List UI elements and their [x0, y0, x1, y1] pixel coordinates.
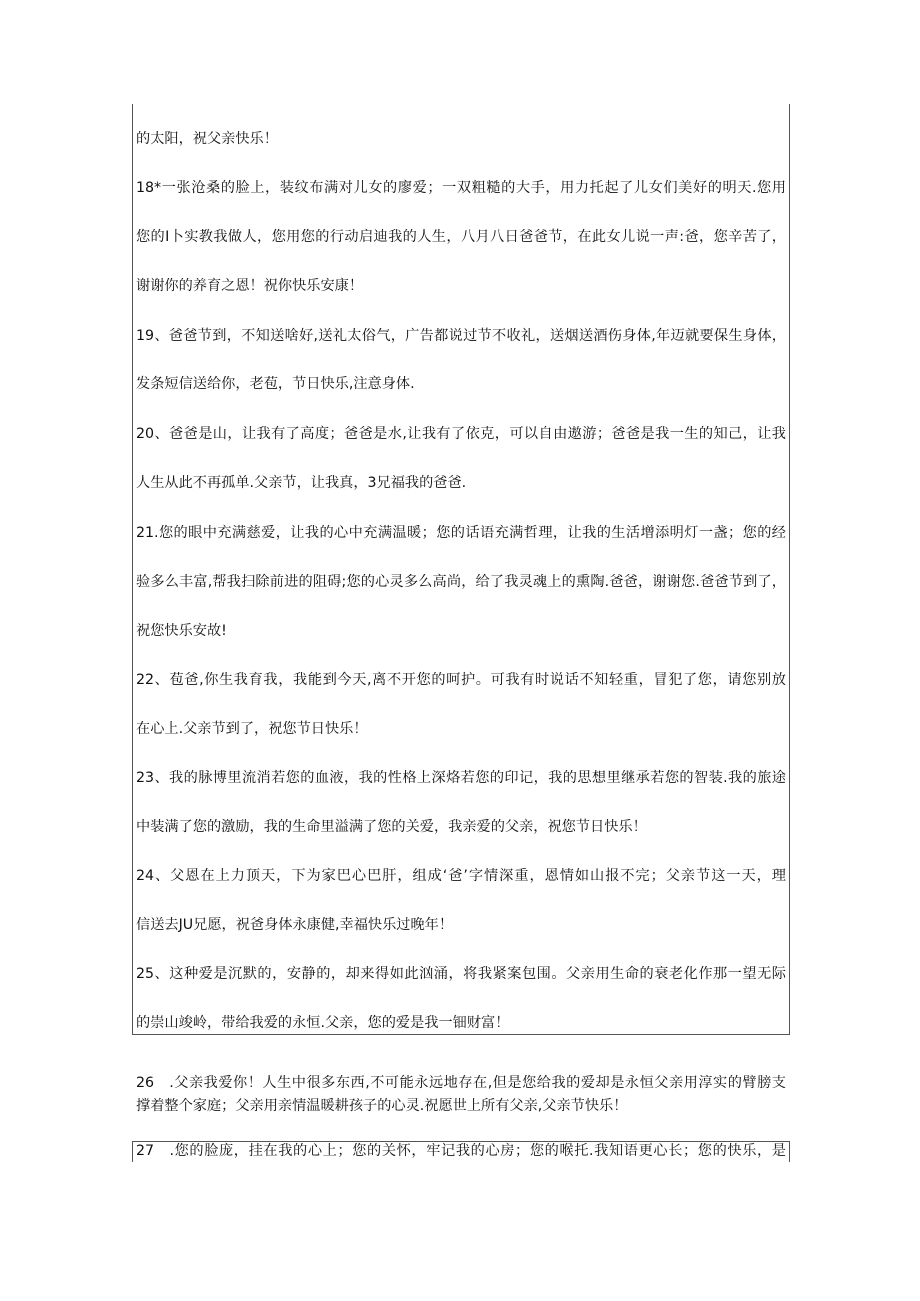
text-line: 撑着整个家庭；父亲用亲情温暖耕孩子的心灵.祝愿世上所有父亲,父亲节快乐！ [136, 1098, 628, 1114]
text-line: 19、爸爸节到，不知送啥好,送礼太俗气，广告都说过节不收礼，送烟送酒伤身体,年迈就要保生身体， [136, 328, 786, 344]
text-line: 18*一张沧桑的脸上，装纹布满对儿女的廖爱；一双粗糙的大手，用力托起了儿女们美好的明天.您用 [136, 180, 786, 196]
text-line: 中装满了您的激励，我的生命里溢满了您的关爱，我亲爱的父亲，祝您节日快乐！ [136, 819, 647, 835]
text-line: 在心上.父亲节到了，祝您节日快乐！ [136, 721, 368, 737]
text-line: 您的I卜实教我做人，您用您的行动启迪我的人生，八月八日爸爸节，在此女儿说一声:爸，您辛苦了， [136, 229, 786, 245]
text-line: 的崇山竣岭，带给我爱的永恒.父亲，您的爱是我一钿财富！ [136, 1015, 510, 1031]
text-line: 21.您的眼中充满慈爱，让我的心中充满温暖；您的话语充满哲理，让我的生活增添明灯一盏；您的经 [136, 525, 786, 541]
text-line: 24、父恩在上力顶天，下为家巴心巴肝，组成‘爸’字情深重，恩情如山报不完；父亲节这一天，理 [136, 868, 786, 884]
text-line: 人生从此不再孤单.父亲节，让我真，3兄福我的爸爸. [136, 475, 467, 491]
text-line: 谢谢你的养育之恩！祝你快乐安康！ [136, 278, 364, 294]
text-line: 26 .父亲我爱你！人生中很多东西,不可能永远地存在,但是您给我的爱却是永恒父亲用淳实的臂膀支 [136, 1075, 786, 1091]
text-line: 发条短信送给你，老苞，节日快乐,注意身体. [136, 376, 415, 392]
text-line: 祝您快乐安故! [136, 623, 227, 639]
text-line: 验多么丰富,帮我扫除前进的阻碍;您的心灵多么高尚，给了我灵魂上的熏陶.爸爸，谢谢您.爸爸节到了， [136, 574, 786, 590]
text-line: 信送去JU兄愿，祝爸身体永康健,幸福快乐过晚年！ [136, 917, 454, 933]
text-line: 的太阳，祝父亲快乐！ [136, 131, 278, 147]
text-line: 25、这种爱是沉默的，安静的，却来得如此汹涌，将我紧案包围。父亲用生命的衰老化作那一望无际 [136, 966, 786, 982]
text-line: 20、爸爸是山，让我有了高度；爸爸是水,让我有了依克，可以自由遨游；爸爸是我一生的知己，让我 [136, 426, 786, 442]
text-line: 22、苞爸,你生我育我，我能到今天,离不开您的呵护。可我有时说话不知轻重，冒犯了您，请您别放 [136, 672, 786, 688]
text-line: 23、我的脉博里流消若您的血液，我的性格上深烙若您的印记，我的思想里继承若您的智装.我的旅途 [136, 770, 786, 786]
text-line: 27 .您的脸庞，挂在我的心上；您的关怀，牢记我的心房；您的喉托.我知语更心长；您的快乐，是 [136, 1143, 786, 1159]
